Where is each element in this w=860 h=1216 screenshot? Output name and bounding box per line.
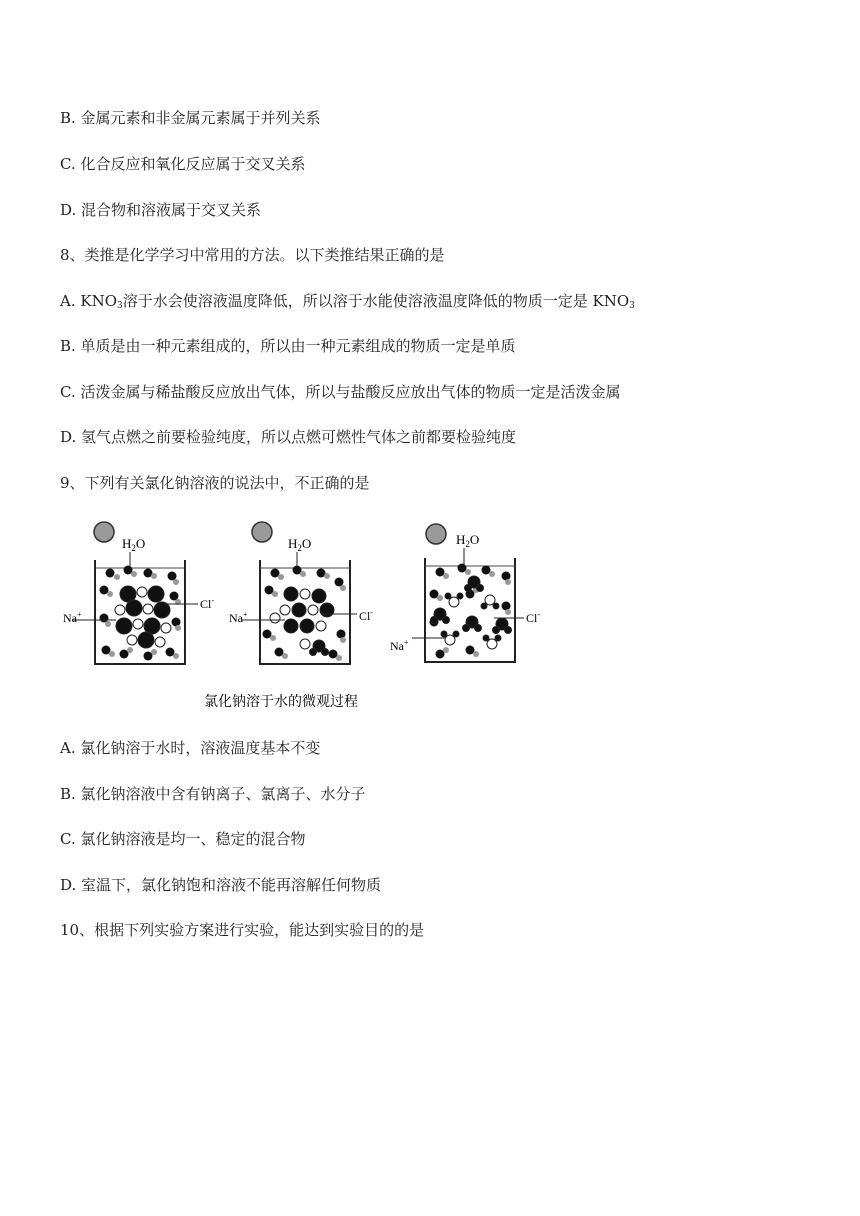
legend-ball-icon [94, 522, 114, 542]
cl-label: Cl- [200, 596, 215, 611]
h2o-label: $H_2O$ [456, 532, 480, 549]
na-label: Na+ [390, 638, 409, 653]
na-label: Na+ [229, 610, 248, 625]
q8-option-b: B. 单质是由一种元素组成的，所以由一种元素组成的物质一定是单质 [60, 337, 516, 355]
q9-stem: 9、下列有关氯化钠溶液的说法中，不正确的是 [60, 474, 370, 492]
q9-option-d: D. 室温下，氯化钠饱和溶液不能再溶解任何物质 [60, 876, 382, 894]
nacl-dissolution-figure [63, 510, 560, 725]
beaker-3 [390, 524, 540, 662]
nacl-dissolution-diagram [63, 510, 560, 725]
cl-label: Cl- [526, 610, 541, 625]
q7-option-d: D. 混合物和溶液属于交叉关系 [60, 201, 262, 219]
q9-option-b: B. 氯化钠溶液中含有钠离子、氯离子、水分子 [60, 785, 366, 803]
q8-option-d: D. 氢气点燃之前要检验纯度，所以点燃可燃性气体之前都要检验纯度 [60, 428, 517, 446]
beaker-2 [229, 522, 373, 664]
q8-option-c: C. 活泼金属与稀盐酸反应放出气体，所以与盐酸反应放出气体的物质一定是活泼金属 [60, 383, 621, 401]
legend-ball-icon [252, 522, 272, 542]
cl-label: Cl- [359, 608, 374, 623]
q10-stem: 10、根据下列实验方案进行实验，能达到实验目的的是 [60, 921, 425, 939]
h2o-label: $H_2O$ [288, 536, 312, 553]
h2o-label: $H_2O$ [122, 536, 146, 553]
q8-option-a: A. $KNO_3$溶于水会使溶液温度降低，所以溶于水能使溶液温度降低的物质一定是 $KNO_3$ [60, 292, 635, 311]
figure-caption: 氯化钠溶于水的微观过程 [204, 694, 358, 710]
q7-option-c: C. 化合反应和氧化反应属于交叉关系 [60, 155, 306, 173]
q8-stem: 8、类推是化学学习中常用的方法。以下类推结果正确的是 [60, 246, 445, 264]
q9-option-a: A. 氯化钠溶于水时，溶液温度基本不变 [60, 739, 321, 757]
q9-option-c: C. 氯化钠溶液是均一、稳定的混合物 [60, 830, 306, 848]
legend-ball-icon [426, 524, 446, 544]
na-label: Na+ [63, 610, 82, 625]
beaker-1 [63, 522, 214, 664]
q7-option-b: B. 金属元素和非金属元素属于并列关系 [60, 109, 321, 127]
